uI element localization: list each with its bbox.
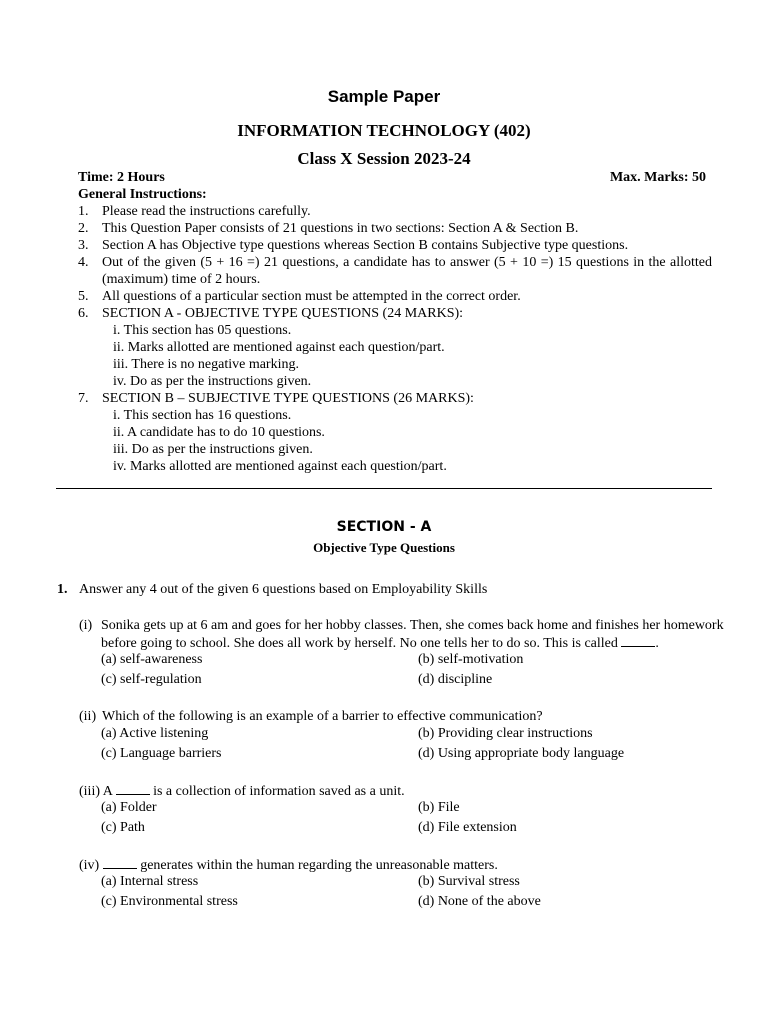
section-a-point: i. This section has 05 questions. [113, 323, 292, 338]
sub-question-label: (i) [79, 618, 93, 633]
instruction-text: All questions of a particular section must be attempted in the correct order. [102, 289, 521, 304]
sub-question-prefix: A [102, 784, 113, 799]
option: (a) Internal stress [101, 874, 199, 889]
section-a-point: iv. Do as per the instructions given. [113, 374, 312, 389]
doc-title: Sample Paper [327, 87, 441, 106]
sub-question-text: Which of the following is an example of a barrier to effective communication? [102, 709, 543, 724]
section-a-point: ii. Marks allotted are mentioned against each question/part. [113, 340, 445, 355]
section-a-point: iii. There is no negative marking. [113, 357, 299, 372]
option: (c) Environmental stress [101, 894, 238, 909]
answer-blank [116, 782, 150, 795]
sub-question-text-continued: before going to school. She does all work by herself. No one tells her to do so. This is called [101, 636, 618, 651]
sub-question-text: Sonika gets up at 6 am and goes for her hobby classes. Then, she comes back home and finishes her homework [101, 618, 724, 633]
instruction-text: SECTION B – SUBJECTIVE TYPE QUESTIONS (26 MARKS): [102, 391, 474, 406]
instruction-number: 5. [78, 289, 89, 304]
instruction-text: Please read the instructions carefully. [102, 204, 311, 219]
section-a-subheading: Objective Type Questions [313, 540, 455, 555]
instruction-number: 1. [78, 204, 89, 219]
sub-question-label: (ii) [79, 709, 97, 724]
question-number: 1. [57, 582, 68, 597]
option: (c) Path [101, 820, 145, 835]
divider [56, 488, 712, 489]
class-session: Class X Session 2023-24 [297, 149, 471, 168]
instruction-number: 7. [78, 391, 89, 406]
section-a-heading: SECTION - A [336, 519, 432, 535]
option: (a) Active listening [101, 726, 209, 741]
section-b-point: iv. Marks allotted are mentioned against each question/part. [113, 459, 447, 474]
instruction-number: 2. [78, 221, 89, 236]
option: (c) self-regulation [101, 672, 202, 687]
section-b-point: iii. Do as per the instructions given. [113, 442, 313, 457]
option: (a) self-awareness [101, 652, 203, 667]
sub-question-text: is a collection of information saved as a unit. [153, 784, 405, 799]
sub-question-text-end: . [655, 636, 659, 651]
instruction-text: Section A has Objective type questions whereas Section B contains Subjective type questions. [102, 238, 629, 253]
option: (c) Language barriers [101, 746, 222, 761]
instruction-text: This Question Paper consists of 21 questions in two sections: Section A & Section B. [102, 221, 579, 236]
instruction-text: Out of the given (5 + 16 =) 21 questions, a candidate has to answer (5 + 10 =) 15 questions in the allotted [102, 255, 712, 270]
instruction-text-continued: (maximum) time of 2 hours. [102, 272, 261, 287]
option: (d) discipline [418, 672, 493, 687]
option: (a) Folder [101, 800, 157, 815]
instruction-number: 3. [78, 238, 89, 253]
instruction-number: 4. [78, 255, 89, 270]
option: (b) Survival stress [418, 874, 520, 889]
option: (b) Providing clear instructions [418, 726, 593, 741]
option: (b) self-motivation [418, 652, 524, 667]
section-b-point: ii. A candidate has to do 10 questions. [113, 425, 325, 440]
instruction-number: 6. [78, 306, 89, 321]
sub-question-label: (iv) [79, 858, 100, 873]
answer-blank [621, 634, 655, 647]
section-b-point: i. This section has 16 questions. [113, 408, 292, 423]
option: (d) None of the above [418, 894, 541, 909]
time-label: Time: 2 Hours [78, 170, 165, 185]
sub-question-text-line2 [101, 634, 659, 652]
instruction-text: SECTION A - OBJECTIVE TYPE QUESTIONS (24 MARKS): [102, 306, 464, 321]
sub-question-text-line [79, 856, 498, 874]
question-text: Answer any 4 out of the given 6 questions based on Employability Skills [79, 582, 488, 597]
answer-blank [103, 856, 137, 869]
max-marks-label: Max. Marks: 50 [609, 170, 706, 185]
option: (d) Using appropriate body language [418, 746, 625, 761]
general-instructions-heading: General Instructions: [78, 187, 207, 202]
sub-question-label: (iii) [79, 784, 100, 799]
option: (d) File extension [418, 820, 517, 835]
subject-title: INFORMATION TECHNOLOGY (402) [237, 121, 531, 140]
option: (b) File [418, 800, 460, 815]
sub-question-text-line [79, 782, 405, 800]
sub-question-text: generates within the human regarding the unreasonable matters. [140, 858, 498, 873]
